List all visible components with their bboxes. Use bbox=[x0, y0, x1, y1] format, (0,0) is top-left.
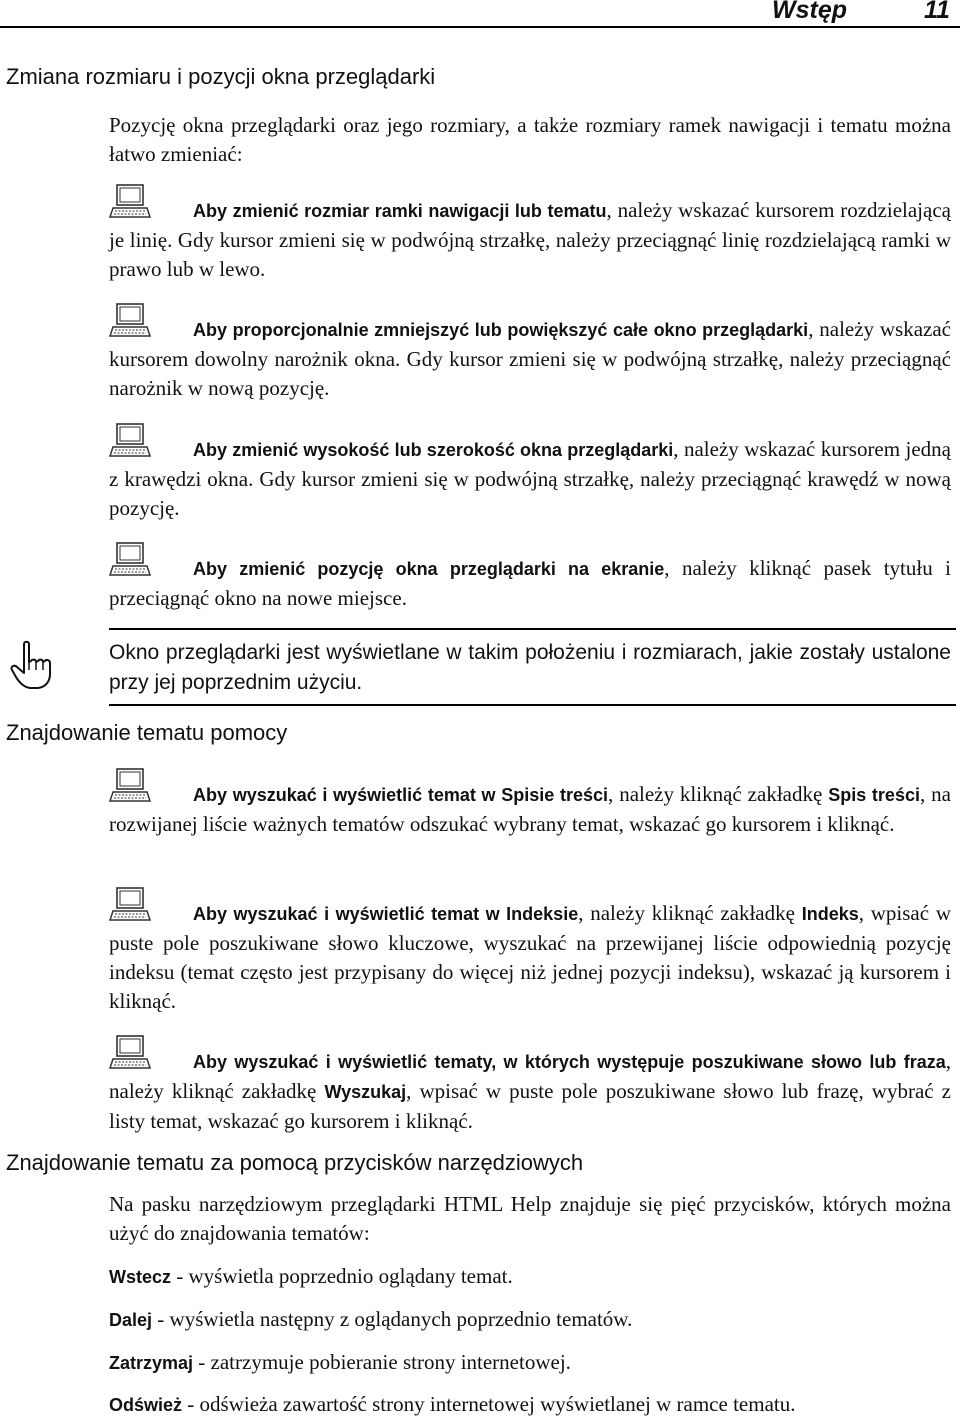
section-heading-find-topic: Znajdowanie tematu pomocy bbox=[6, 720, 288, 745]
section-intro-resize: Pozycję okna przeglądarki oraz jego rozmiary, a także rozmiary ramek nawigacji i tematu można łatwo zmieniać: bbox=[109, 113, 951, 166]
section-intro-toolbar: Na pasku narzędziowym przeglądarki HTML Help znajduje się pięć przycisków, których można użyć do znajdowania tematów: bbox=[109, 1192, 951, 1245]
section-heading-resize: Zmiana rozmiaru i pozycji okna przeglądarki bbox=[6, 64, 436, 89]
tip-find-contents: Aby wyszukać i wyświetlić temat w Spisie treści, należy kliknąć zakładkę Spis treści, na rozwijanej liście ważnych tematów odszukać wybrany temat, wskazać go kursorem i kliknąć. bbox=[109, 782, 951, 836]
header-rule bbox=[0, 26, 960, 28]
tip-resize-frame: Aby zmienić rozmiar ramki nawigacji lub tematu, należy wskazać kursorem rozdzielającą je linię. Gdy kursor zmieni się w podwójną strzałkę, należy przeciągnąć linię rozdzielającą ramki w prawo lub w lewo. bbox=[109, 198, 951, 281]
tip-resize-window: Aby proporcjonalnie zmniejszyć lub powiększyć całe okno przeglądarki, należy wskazać kursorem dowolny narożnik okna. Gdy kursor zmieni się w podwójną strzałkę, należy przeciągnąć narożnik w nową pozycję. bbox=[109, 317, 951, 400]
section-heading-toolbar: Znajdowanie tematu za pomocą przycisków narzędziowych bbox=[6, 1150, 584, 1175]
tip-find-index: Aby wyszukać i wyświetlić temat w Indeksie, należy kliknąć zakładkę Indeks, wpisać w puste pole poszukiwane słowo kluczowe, wyszukać na przewijanej liście odpowiednią pozycję indeksu (temat często jest przypisany do więcej niż jednej pozycji indeksu), wskazać ją kursorem i kliknąć. bbox=[109, 901, 951, 1013]
note-rule-top bbox=[109, 628, 956, 630]
tip-find-search: Aby wyszukać i wyświetlić tematy, w których występuje poszukiwane słowo lub fraza, należy kliknąć zakładkę Wyszukaj, wpisać w puste pole poszukiwane słowo lub frazę, wybrać z listy temat, wskazać go kursorem i kliknąć. bbox=[109, 1049, 951, 1133]
list-item-back: Wstecz - wyświetla poprzednio oglądany temat. bbox=[109, 1264, 513, 1288]
pointing-hand-icon bbox=[8, 640, 56, 692]
tip-move-window: Aby zmienić pozycję okna przeglądarki na ekranie, należy kliknąć pasek tytułu i przeciągnąć okno na nowe miejsce. bbox=[109, 556, 951, 610]
note-text: Okno przeglądarki jest wyświetlane w takim położeniu i rozmiarach, jakie zostały ustalone przy jej poprzednim użyciu. bbox=[109, 641, 951, 694]
list-item-refresh: Odśwież - odświeża zawartość strony internetowej wyświetlanej w ramce tematu. bbox=[109, 1392, 796, 1416]
tip-resize-edge: Aby zmienić wysokość lub szerokość okna przeglądarki, należy wskazać kursorem jedną z krawędzi okna. Gdy kursor zmieni się w podwójną strzałkę, należy przeciągnąć krawędź w nową pozycję. bbox=[109, 437, 951, 520]
running-header-chapter: Wstęp bbox=[772, 0, 847, 24]
note-rule-bottom bbox=[109, 704, 956, 706]
list-item-stop: Zatrzymaj - zatrzymuje pobieranie strony internetowej. bbox=[109, 1350, 571, 1374]
page-number: 11 bbox=[924, 0, 950, 24]
list-item-forward: Dalej - wyświetla następny z oglądanych poprzednio tematów. bbox=[109, 1307, 633, 1331]
